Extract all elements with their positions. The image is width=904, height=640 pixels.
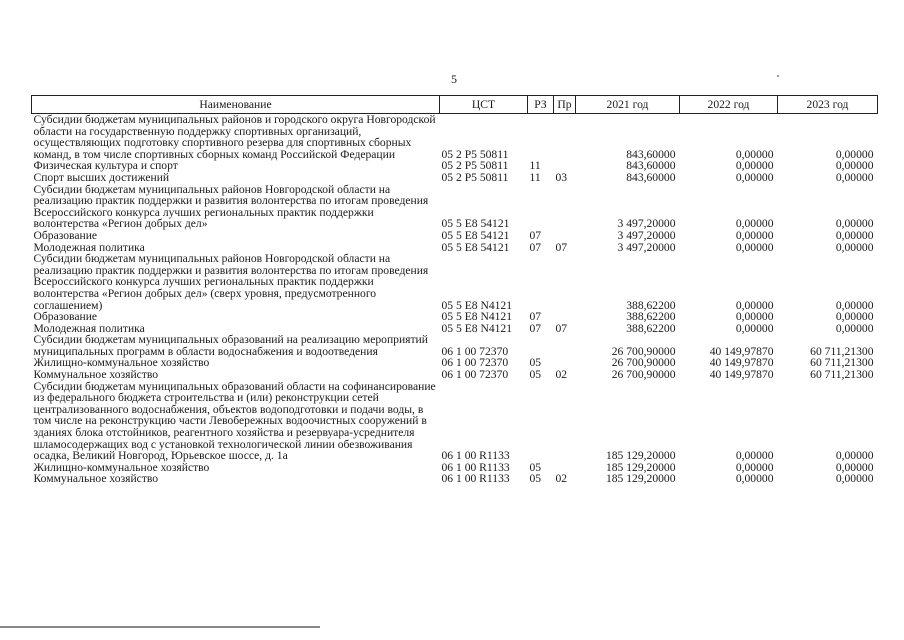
row-cst: 06 1 00 R1133 bbox=[441, 460, 510, 474]
row-rz bbox=[528, 184, 554, 230]
row-cst: 06 1 00 72370 bbox=[441, 344, 509, 358]
header-name: Наименование bbox=[32, 96, 440, 114]
row-2023: 0,00000 bbox=[835, 240, 874, 254]
row-cst: 05 5 Е8 N4121 bbox=[441, 310, 513, 324]
row-2021: 388,62200 bbox=[626, 321, 676, 335]
row-2022: 0,00000 bbox=[735, 310, 774, 324]
row-rz: 07 bbox=[529, 310, 542, 324]
row-2022: 0,00000 bbox=[735, 240, 774, 254]
row-rz bbox=[528, 253, 554, 311]
row-2023: 0,00000 bbox=[835, 217, 874, 231]
row-2021: 26 700,90000 bbox=[611, 344, 676, 358]
row-name: Молодежная политика bbox=[33, 240, 145, 254]
row-pr bbox=[554, 253, 576, 311]
row-2021: 185 129,20000 bbox=[605, 460, 676, 474]
row-pr bbox=[554, 381, 576, 462]
row-2022: 0,00000 bbox=[735, 228, 774, 242]
table-row bbox=[32, 172, 878, 184]
table-row bbox=[32, 381, 878, 462]
row-cst: 05 5 Е8 N4121 bbox=[441, 321, 513, 335]
table-row bbox=[32, 473, 878, 485]
row-cst: 05 5 Е8 N4121 bbox=[441, 298, 513, 312]
row-cst: 06 1 00 72370 bbox=[441, 368, 509, 382]
row-2021: 185 129,20000 bbox=[605, 472, 676, 486]
row-2023: 0,00000 bbox=[835, 472, 874, 486]
row-rz: 05 bbox=[529, 368, 542, 382]
header-pr: Пр bbox=[554, 96, 576, 114]
row-2021: 388,62200 bbox=[626, 310, 676, 324]
row-2022: 0,00000 bbox=[735, 472, 774, 486]
header-2023: 2023 год bbox=[778, 96, 878, 114]
row-2021: 185 129,20000 bbox=[605, 449, 676, 463]
row-rz: 07 bbox=[529, 321, 542, 335]
table-row bbox=[32, 230, 878, 242]
row-cst: 05 2 Р5 50811 bbox=[441, 147, 509, 161]
row-2021: 3 497,20000 bbox=[617, 228, 676, 242]
row-rz: 11 bbox=[529, 170, 541, 184]
table-row bbox=[32, 114, 878, 161]
row-name: Субсидии бюджетам муниципальных образований области на софинансирование из федерального бюджета строительства и (или) реконструкции сетей централизованного водоснабжения, объектов водоподготовки и подачи воды, в том числе на реконструкцию части Левобережных водоочистных сооружений в зданиях блока отстойников, реагентного хозяйства и резервуара-усреднителя шламосодержащих вод с установкой технологической линии обезвоживания осадка, Великий Новгород, Юрьевское шоссе, д. 1а bbox=[33, 379, 436, 463]
row-rz: 07 bbox=[529, 240, 542, 254]
row-2022: 0,00000 bbox=[735, 147, 774, 161]
row-2023: 0,00000 bbox=[835, 460, 874, 474]
row-2021: 3 497,20000 bbox=[617, 240, 676, 254]
row-name: Образование bbox=[33, 228, 98, 242]
row-pr: 02 bbox=[555, 472, 568, 486]
row-rz: 05 bbox=[529, 356, 542, 370]
table-header-row bbox=[32, 96, 878, 114]
row-2022: 0,00000 bbox=[735, 449, 774, 463]
row-pr: 07 bbox=[555, 321, 568, 335]
row-name: Субсидии бюджетам муниципальных районов Новгородской области на реализацию практик поддержки и развития волонтерства по итогам проведения Всероссийского конкурса лучших региональных практик поддержки волонтерства «Регион добрых дел» bbox=[33, 182, 429, 231]
table-row bbox=[32, 334, 878, 357]
row-2023: 0,00000 bbox=[835, 170, 874, 184]
budget-table bbox=[31, 95, 878, 485]
row-name: Жилищно-коммунальное хозяйство bbox=[33, 460, 210, 474]
row-rz: 07 bbox=[529, 228, 542, 242]
scan-edge-line bbox=[0, 626, 320, 628]
row-name: Спорт высших достижений bbox=[33, 170, 170, 184]
row-pr bbox=[554, 184, 576, 230]
row-name: Субсидии бюджетам муниципальных районов и городского округа Новгородской области на государственную поддержку спортивных организаций, осуществляющих подготовку спортивного резерва для спортивных сборных команд, в том числе спортивных сборных команд Российской Федерации bbox=[33, 113, 436, 161]
row-name: Субсидии бюджетам муниципальных образований на реализацию мероприятий муниципальных программ в области водоснабжения и водоотведения bbox=[33, 333, 428, 358]
row-pr: 03 bbox=[555, 170, 568, 184]
row-2022: 0,00000 bbox=[735, 460, 774, 474]
row-pr: 07 bbox=[555, 240, 568, 254]
row-rz bbox=[528, 334, 554, 357]
row-2023: 0,00000 bbox=[835, 159, 874, 173]
row-2021: 388,62200 bbox=[626, 298, 676, 312]
row-pr bbox=[554, 114, 576, 161]
row-2021: 26 700,90000 bbox=[611, 368, 676, 382]
row-name: Коммунальное хозяйство bbox=[33, 368, 159, 382]
row-cst: 05 2 Р5 50811 bbox=[441, 159, 509, 173]
row-2023: 0,00000 bbox=[835, 298, 874, 312]
row-cst: 06 1 00 R1133 bbox=[441, 472, 510, 486]
row-2023: 60 711,21300 bbox=[810, 344, 874, 358]
header-rz: РЗ bbox=[528, 96, 554, 114]
table-row bbox=[32, 369, 878, 381]
table-row bbox=[32, 184, 878, 230]
table-row bbox=[32, 253, 878, 311]
row-2022: 40 149,97870 bbox=[709, 356, 774, 370]
row-2021: 843,60000 bbox=[626, 147, 676, 161]
row-2022: 0,00000 bbox=[735, 298, 774, 312]
row-2022: 0,00000 bbox=[735, 159, 774, 173]
row-2022: 40 149,97870 bbox=[709, 368, 774, 382]
row-cst: 05 5 Е8 54121 bbox=[441, 217, 510, 231]
page-number: 5 bbox=[451, 72, 457, 86]
row-cst: 05 5 Е8 54121 bbox=[441, 240, 510, 254]
header-cst: ЦСТ bbox=[440, 96, 528, 114]
row-cst: 06 1 00 R1133 bbox=[441, 449, 510, 463]
header-2021: 2021 год bbox=[576, 96, 680, 114]
row-rz: 05 bbox=[529, 472, 542, 486]
row-name: Жилищно-коммунальное хозяйство bbox=[33, 356, 210, 370]
row-2021: 26 700,90000 bbox=[611, 356, 676, 370]
row-2022: 0,00000 bbox=[735, 170, 774, 184]
row-2023: 60 711,21300 bbox=[810, 356, 874, 370]
row-rz bbox=[528, 114, 554, 161]
row-2023: 0,00000 bbox=[835, 310, 874, 324]
row-rz: 05 bbox=[529, 460, 542, 474]
row-name: Молодежная политика bbox=[33, 321, 145, 335]
row-pr bbox=[554, 230, 576, 242]
row-cst: 05 5 Е8 54121 bbox=[441, 228, 510, 242]
row-cst: 05 2 Р5 50811 bbox=[441, 170, 509, 184]
row-2023: 0,00000 bbox=[835, 321, 874, 335]
header-2022: 2022 год bbox=[680, 96, 778, 114]
row-pr bbox=[554, 334, 576, 357]
row-pr bbox=[554, 311, 576, 323]
row-name: Физическая культура и спорт bbox=[33, 159, 178, 173]
table-row bbox=[32, 311, 878, 323]
row-pr: 02 bbox=[555, 368, 568, 382]
row-name: Образование bbox=[33, 310, 98, 324]
row-2023: 60 711,21300 bbox=[810, 368, 874, 382]
row-2023: 0,00000 bbox=[835, 147, 874, 161]
row-2021: 843,60000 bbox=[626, 159, 676, 173]
row-2022: 0,00000 bbox=[735, 217, 774, 231]
row-2022: 40 149,97870 bbox=[709, 344, 774, 358]
row-name: Субсидии бюджетам муниципальных районов Новгородской области на реализацию практик поддержки и развития волонтерства по итогам проведения Всероссийского конкурса лучших региональных практик поддержки волонтерства «Регион добрых дел» (сверх уровня, предусмотренного соглашением) bbox=[33, 252, 429, 312]
row-cst: 06 1 00 72370 bbox=[441, 356, 509, 370]
row-2023: 0,00000 bbox=[835, 449, 874, 463]
row-2023: 0,00000 bbox=[835, 228, 874, 242]
row-2021: 3 497,20000 bbox=[617, 217, 676, 231]
scan-speck bbox=[777, 75, 779, 77]
row-2022: 0,00000 bbox=[735, 321, 774, 335]
row-name: Коммунальное хозяйство bbox=[33, 472, 159, 486]
row-2021: 843,60000 bbox=[626, 170, 676, 184]
row-rz bbox=[528, 381, 554, 462]
row-rz: 11 bbox=[529, 159, 541, 173]
